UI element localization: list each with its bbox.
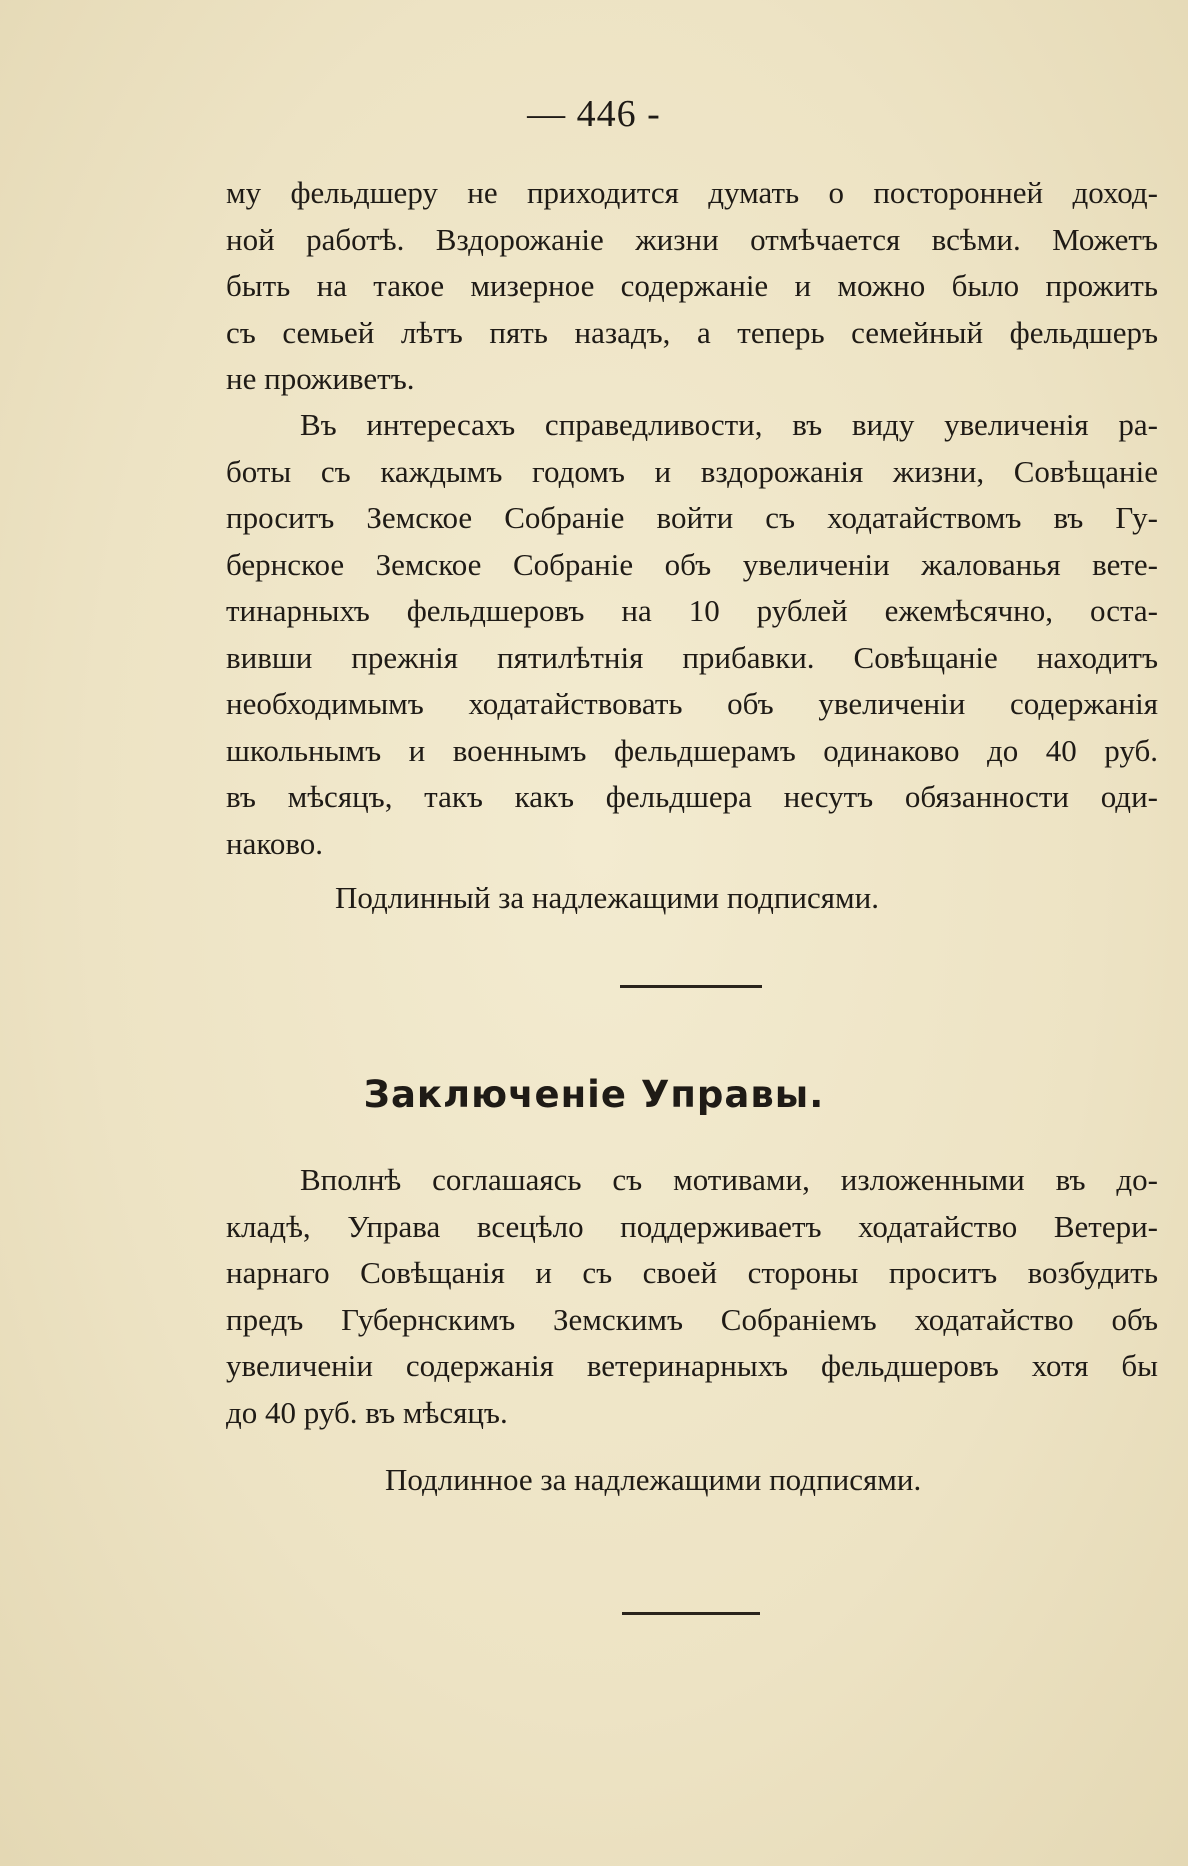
end-divider: [622, 1612, 760, 1615]
text-line: проситъ Земское Собраніе войти съ ходатайствомъ въ Гу-: [226, 500, 1158, 535]
text-line: необходимымъ ходатайствовать объ увеличеніи содержанія: [226, 686, 1158, 721]
paragraph-conclusion: [226, 1157, 1158, 1436]
text-line: не проживетъ.: [226, 361, 415, 396]
text-line: предъ Губернскимъ Земскимъ Собраніемъ ходатайство объ: [226, 1301, 1158, 1337]
text-line: вивши прежнія пятилѣтнія прибавки. Совѣщаніе находитъ: [226, 639, 1158, 675]
text-line: быть на такое мизерное содержаніе и можно было прожить: [226, 268, 1158, 303]
text-line: му фельдшеру не приходится думать о посторонней доход-: [226, 175, 1158, 210]
text-line: боты съ каждымъ годомъ и вздорожанія жизни, Совѣщаніе: [226, 453, 1158, 489]
section-divider: [620, 985, 762, 988]
signature-note: Подлинный за надлежащими подписями.: [335, 880, 879, 915]
text-line: въ мѣсяцъ, такъ какъ фельдшера несутъ обязанности оди-: [226, 779, 1158, 814]
signature-note: Подлинное за надлежащими подписями.: [385, 1462, 922, 1497]
text-line: нарнаго Совѣщанія и съ своей стороны проситъ возбудить: [226, 1255, 1158, 1290]
text-line: тинарныхъ фельдшеровъ на 10 рублей ежемѣсячно, оста-: [226, 593, 1158, 628]
paragraph-petition: [226, 402, 1158, 867]
text-line: школьнымъ и военнымъ фельдшерамъ одинаково до 40 руб.: [226, 732, 1158, 768]
text-line: кладѣ, Управа всецѣло поддерживаетъ ходатайство Ветери-: [226, 1208, 1158, 1244]
section-heading: Заключеніе Управы.: [363, 1073, 825, 1116]
text-line: до 40 руб. въ мѣсяцъ.: [226, 1394, 508, 1430]
text-line: Вполнѣ соглашаясь съ мотивами, изложенными въ до-: [300, 1162, 1158, 1197]
text-line: наково.: [226, 825, 324, 861]
text-line: Въ интересахъ справедливости, въ виду увеличенія ра-: [300, 407, 1158, 442]
text-line: ной работѣ. Вздорожаніе жизни отмѣчается всѣми. Можетъ: [226, 221, 1158, 257]
paragraph-continuation: [226, 170, 1158, 403]
text-line: увеличеніи содержанія ветеринарныхъ фельдшеровъ хотя бы: [226, 1348, 1158, 1383]
page-number: — 446 -: [527, 93, 661, 135]
text-line: бернское Земское Собраніе объ увеличеніи жалованья вете-: [226, 546, 1158, 582]
text-line: съ семьей лѣтъ пять назадъ, а теперь семейный фельдшеръ: [226, 314, 1158, 350]
